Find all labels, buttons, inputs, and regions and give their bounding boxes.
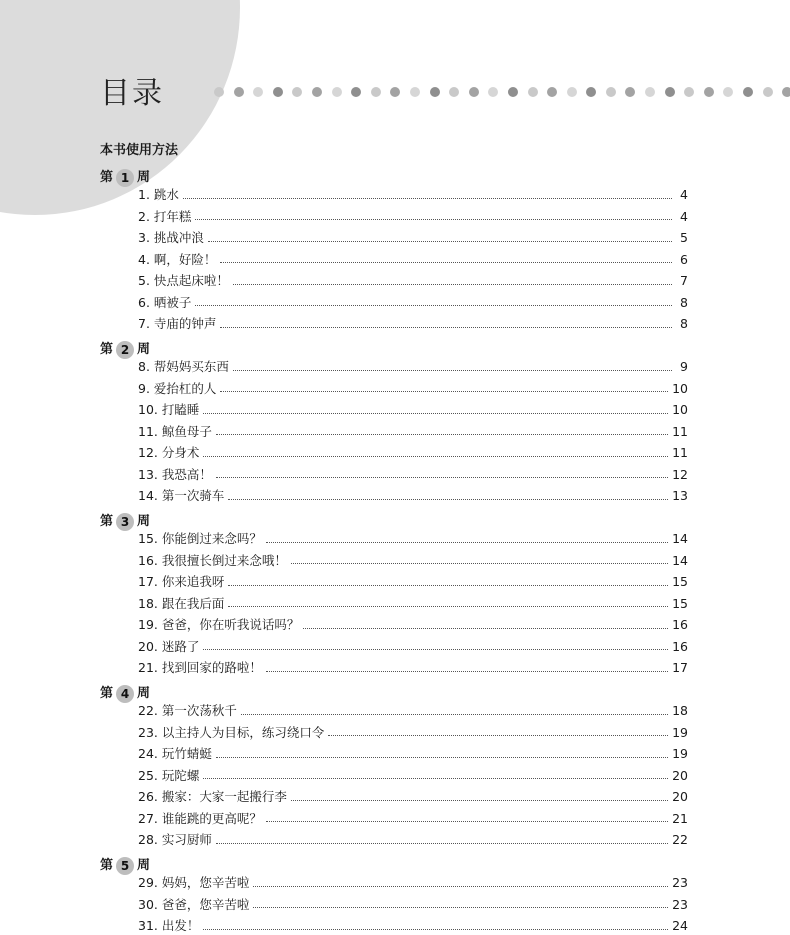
page-number: 4 [680,208,688,224]
divider-dot [292,87,302,97]
toc-entry[interactable] [138,638,688,656]
dot-leader [203,778,668,779]
week-heading [100,856,150,876]
week-suffix: 周 [137,514,151,529]
entry-title: 18. 跟在我后面 [138,595,225,611]
toc-entry[interactable] [138,745,688,763]
toc-entry[interactable] [138,573,688,591]
entry-title: 10. 打瞌睡 [138,402,200,417]
toc-entry[interactable] [138,616,688,634]
entry-title: 11. 鲸鱼母子 [138,423,212,439]
week-prefix: 第 [100,514,114,529]
entry-title: 14. 第一次骑车 [138,488,225,503]
toc-entry[interactable] [138,251,688,269]
divider-dot [449,87,459,97]
week-suffix: 周 [137,686,151,701]
toc-entry[interactable] [138,917,688,935]
week-number-badge: 1 [116,169,134,187]
divider-dot [430,87,440,97]
dot-leader [303,628,668,629]
divider-dot [332,87,342,97]
page-number: 23 [672,896,688,912]
entry-title: 7. 寺庙的钟声 [138,316,217,331]
divider-dot [704,87,714,97]
page-number: 22 [672,832,688,847]
week-heading [100,684,150,704]
page-number: 5 [680,230,688,245]
toc-entry[interactable] [138,874,688,892]
toc-entry[interactable] [138,659,688,677]
week-suffix: 周 [137,342,151,357]
toc-entry[interactable] [138,208,688,226]
toc-entry[interactable] [138,896,688,914]
toc-entry[interactable] [138,595,688,613]
page-number: 11 [672,423,688,439]
entry-title: 29. 妈妈，您辛苦啦 [138,875,250,890]
dot-leader [195,305,672,306]
dot-leader [228,606,668,607]
divider-dot [214,87,224,97]
toc-entry[interactable] [138,487,688,505]
entry-title: 21. 找到回家的路啦！ [138,660,262,675]
week-heading [100,340,150,360]
divider-dot [782,87,790,97]
entry-title: 26. 搬家：大家一起搬行李 [138,789,287,804]
entry-title: 22. 第一次荡秋千 [138,703,237,718]
dot-leader [208,241,672,242]
toc-entry[interactable] [138,831,688,849]
entry-title: 30. 爸爸，您辛苦啦 [138,896,250,912]
page-number: 12 [672,466,688,482]
page-number: 6 [680,251,688,267]
page-number: 15 [672,595,688,611]
dot-leader [195,219,672,220]
dot-divider [214,87,790,99]
page-number: 11 [672,445,688,460]
divider-dot [253,87,263,97]
divider-dot [547,87,557,97]
entry-title: 20. 迷路了 [138,638,200,654]
page-number: 14 [672,531,688,546]
entry-title: 24. 玩竹蜻蜓 [138,746,212,761]
dot-leader [233,370,672,371]
toc-entry[interactable] [138,229,688,247]
toc-entry[interactable] [138,444,688,462]
divider-dot [469,87,479,97]
toc-intro-link[interactable]: 本书使用方法 [100,143,179,158]
page-title: 目录 [100,76,164,111]
dot-leader [241,714,668,715]
page-number: 10 [672,402,688,417]
entry-title: 15. 你能倒过来念吗？ [138,531,262,546]
divider-dot [684,87,694,97]
week-number-badge: 3 [116,513,134,531]
entry-title: 27. 谁能跳的更高呢？ [138,810,262,826]
toc-entry[interactable] [138,466,688,484]
page-number: 9 [680,359,688,374]
entry-title: 8. 帮妈妈买东西 [138,359,229,374]
week-suffix: 周 [137,858,151,873]
dot-leader [228,499,668,500]
divider-dot [567,87,577,97]
page-number: 10 [672,380,688,396]
toc-entry[interactable] [138,315,688,333]
week-prefix: 第 [100,342,114,357]
toc-entry[interactable] [138,702,688,720]
toc-entry[interactable] [138,767,688,785]
week-prefix: 第 [100,170,114,185]
dot-leader [253,907,668,908]
divider-dot [665,87,675,97]
entry-title: 31. 出发！ [138,918,200,933]
divider-dot [410,87,420,97]
dot-leader [220,327,672,328]
dot-leader [233,284,672,285]
page-number: 19 [672,746,688,761]
entry-title: 2. 打年糕 [138,208,192,224]
toc-entry[interactable] [138,530,688,548]
page-number: 18 [672,703,688,718]
entry-title: 9. 爱抬杠的人 [138,380,217,396]
dot-leader [220,391,668,392]
page-number: 14 [672,552,688,568]
dot-leader [291,800,668,801]
page-number: 23 [672,875,688,890]
toc-entry[interactable] [138,423,688,441]
week-prefix: 第 [100,686,114,701]
divider-dot [528,87,538,97]
page-number: 17 [672,660,688,675]
divider-dot [273,87,283,97]
dot-leader [266,821,668,822]
divider-dot [390,87,400,97]
entry-title: 3. 挑战冲浪 [138,230,204,245]
divider-dot [371,87,381,97]
dot-leader [291,563,668,564]
dot-leader [328,735,668,736]
entry-title: 17. 你来追我呀 [138,574,225,589]
page-number: 16 [672,617,688,632]
divider-dot [763,87,773,97]
page-number: 24 [672,918,688,933]
dot-leader [216,477,668,478]
entry-title: 5. 快点起床啦！ [138,273,229,288]
dot-leader [228,585,668,586]
entry-title: 6. 晒被子 [138,294,192,310]
entry-title: 25. 玩陀螺 [138,767,200,783]
divider-dot [743,87,753,97]
divider-dot [234,87,244,97]
divider-dot [606,87,616,97]
entry-title: 23. 以主持人为目标，练习绕口令 [138,724,325,740]
toc-entry[interactable] [138,552,688,570]
dot-leader [266,671,668,672]
week-number-badge: 2 [116,341,134,359]
divider-dot [586,87,596,97]
week-number-badge: 5 [116,857,134,875]
entry-title: 12. 分身术 [138,445,200,460]
toc-entry[interactable] [138,272,688,290]
week-number-badge: 4 [116,685,134,703]
entry-title: 13. 我恐高！ [138,466,212,482]
dot-leader [203,929,668,930]
toc-entry[interactable] [138,788,688,806]
divider-dot [351,87,361,97]
toc-entry[interactable] [138,380,688,398]
dot-leader [203,413,668,414]
divider-dot [488,87,498,97]
dot-leader [203,456,668,457]
page-number: 4 [680,187,688,202]
dot-leader [216,757,668,758]
page-number: 8 [680,316,688,331]
page-number: 13 [672,488,688,503]
entry-title: 4. 啊，好险！ [138,251,217,267]
page-number: 20 [672,767,688,783]
page-number: 15 [672,574,688,589]
entry-title: 28. 实习厨师 [138,832,212,847]
dot-leader [183,198,672,199]
toc-entry[interactable] [138,810,688,828]
divider-dot [723,87,733,97]
divider-dot [645,87,655,97]
divider-dot [508,87,518,97]
dot-leader [216,434,668,435]
toc-entry[interactable] [138,358,688,376]
divider-dot [625,87,635,97]
week-heading [100,512,150,532]
page-number: 7 [680,273,688,288]
toc-entry[interactable] [138,186,688,204]
entry-title: 1. 跳水 [138,187,179,202]
divider-dot [312,87,322,97]
dot-leader [266,542,668,543]
toc-entry[interactable] [138,401,688,419]
page-number: 20 [672,789,688,804]
week-suffix: 周 [137,170,151,185]
page-number: 21 [672,810,688,826]
page-number: 19 [672,724,688,740]
week-heading [100,168,150,188]
entry-title: 19. 爸爸，你在听我说话吗？ [138,617,300,632]
dot-leader [203,649,668,650]
dot-leader [216,843,668,844]
dot-leader [220,262,672,263]
week-prefix: 第 [100,858,114,873]
page-number: 16 [672,638,688,654]
toc-entry[interactable] [138,724,688,742]
entry-title: 16. 我很擅长倒过来念哦！ [138,552,287,568]
page-number: 8 [680,294,688,310]
dot-leader [253,886,668,887]
toc-entry[interactable] [138,294,688,312]
